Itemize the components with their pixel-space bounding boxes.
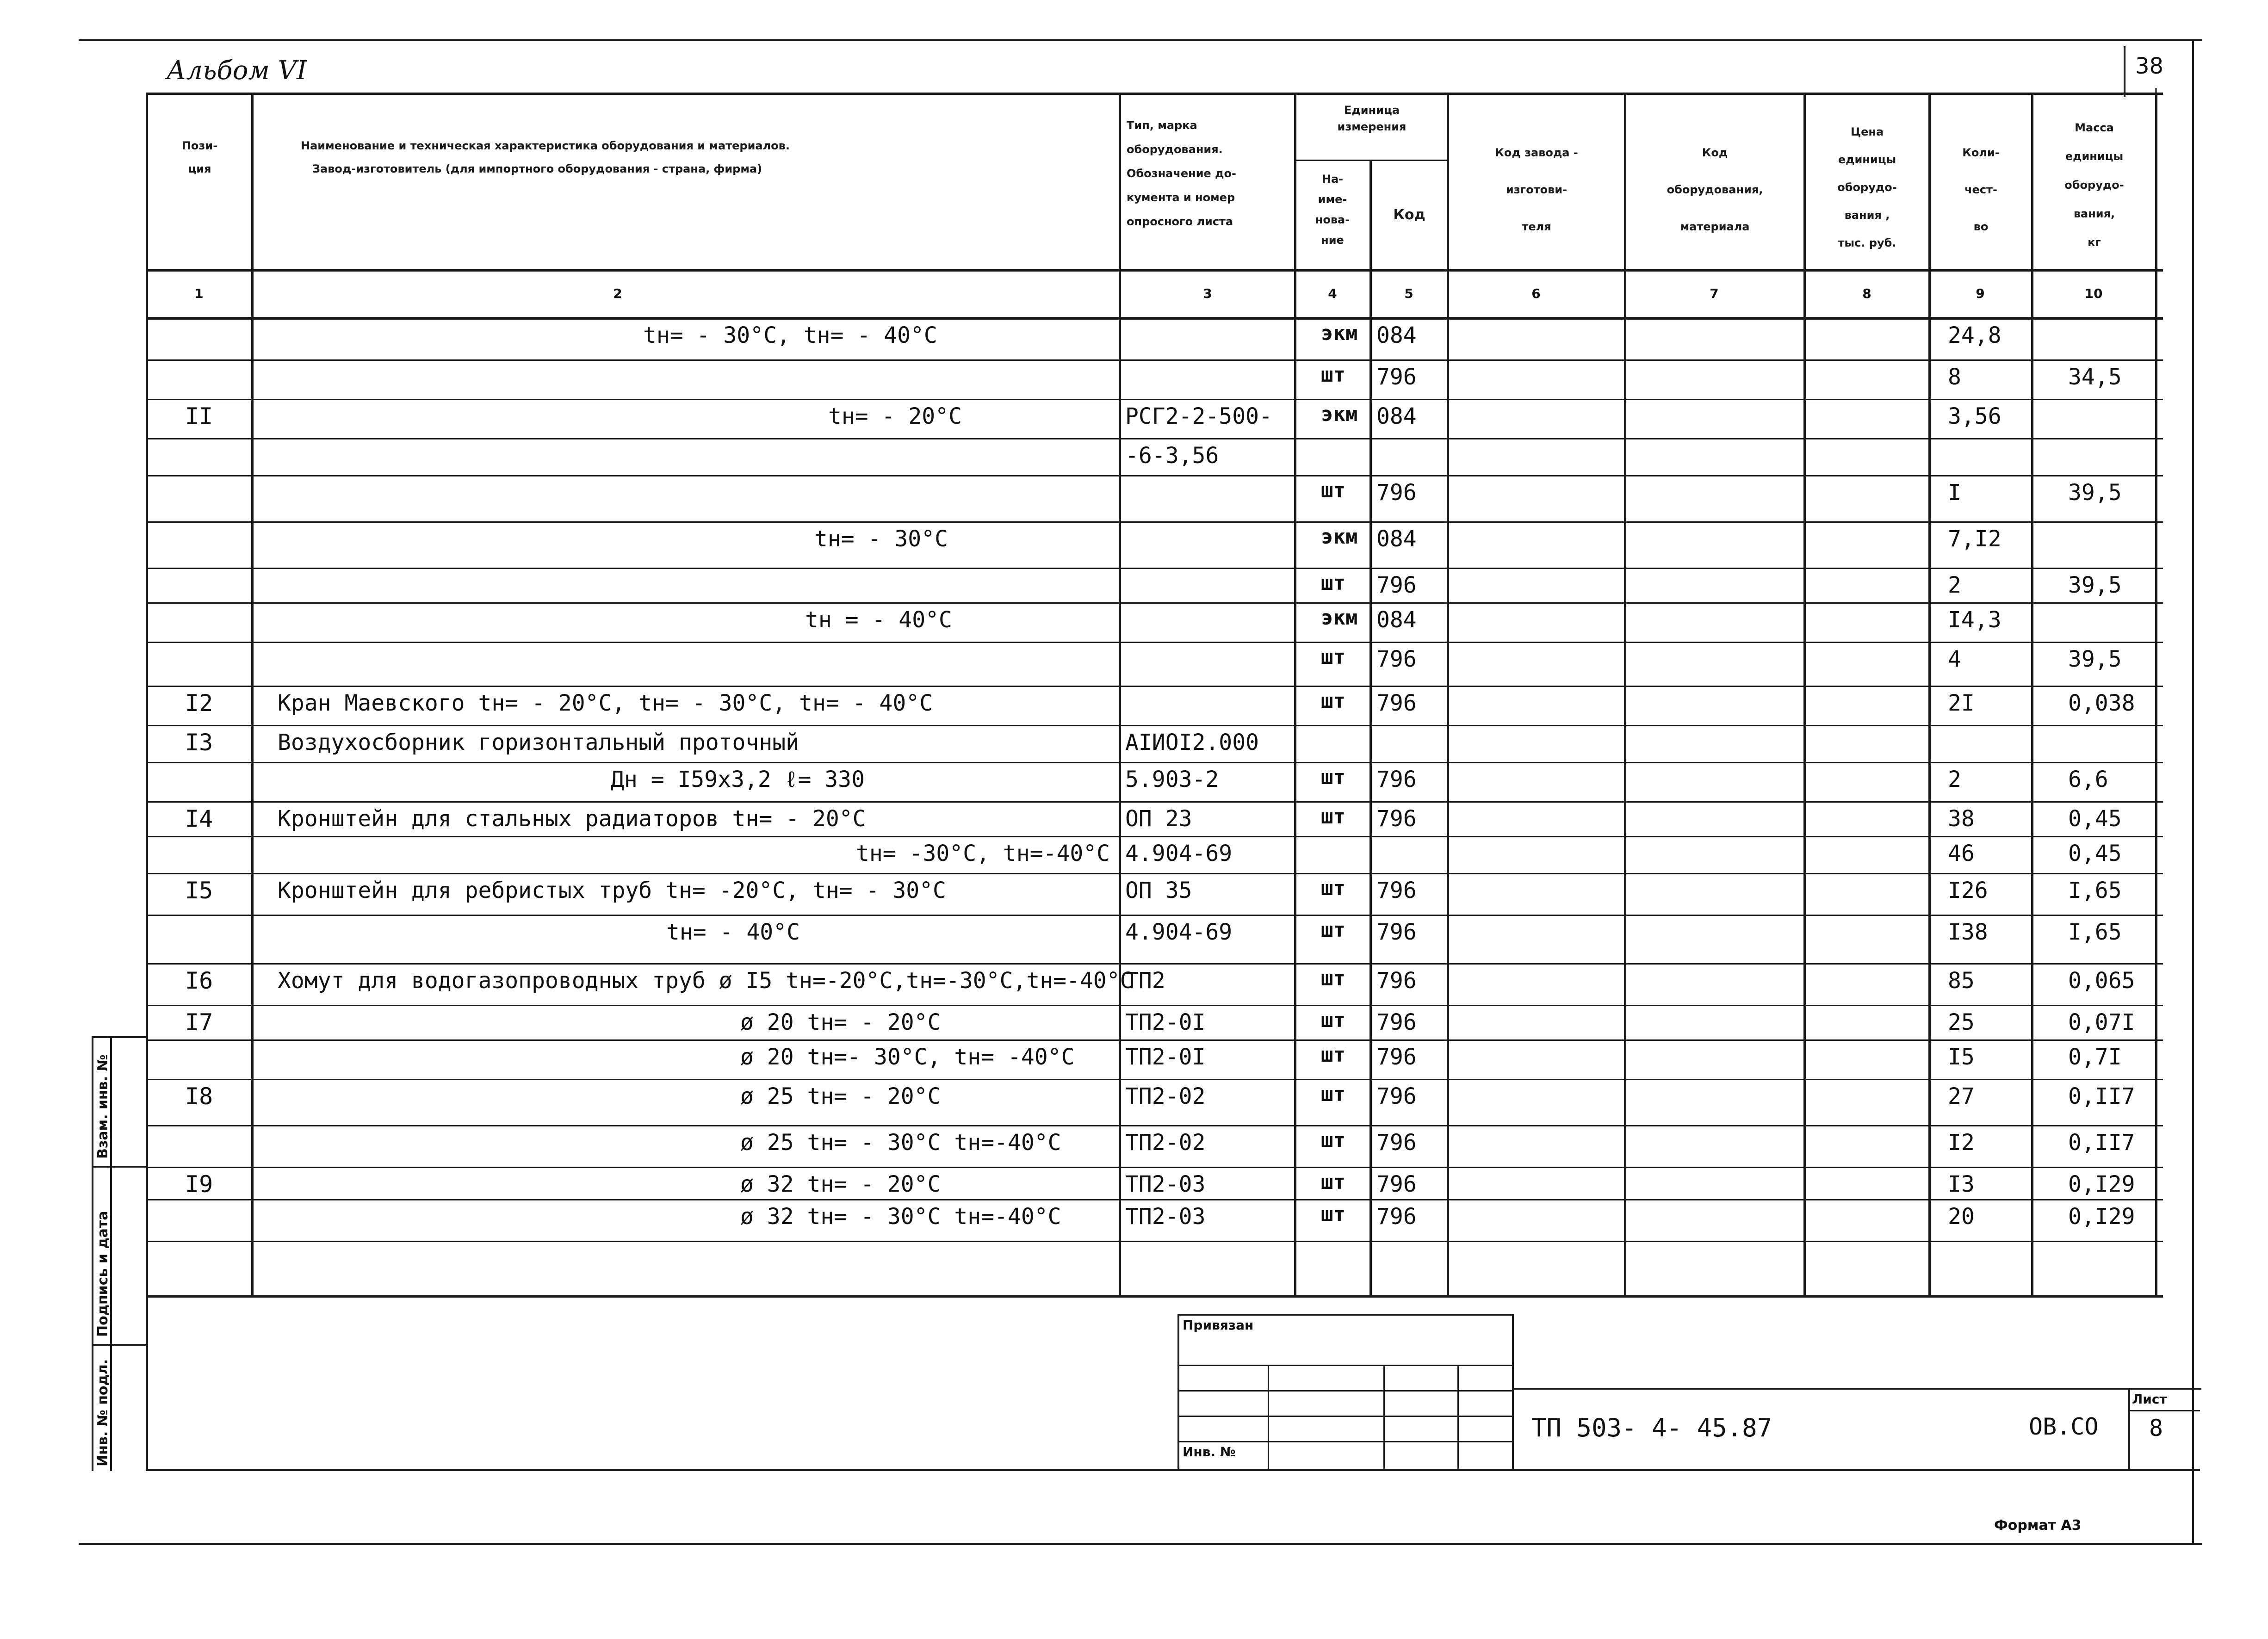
row-unit-code: 796	[1376, 968, 1417, 994]
privyazan-label: Привязан	[1183, 1317, 1254, 1333]
row-quantity: 20	[1948, 1204, 1975, 1230]
header-name: Наименование и техническая характеристика оборудования и материалов. Завод-изготовитель (для импортного оборудования - страна, фирма)	[301, 139, 790, 175]
row-divider	[146, 521, 2163, 523]
row-quantity: 85	[1948, 968, 1975, 994]
row-name: Хомут для водогазопроводных труб ø I5 tн=-20°C,tн=-30°C,tн=-40°C	[278, 968, 1134, 994]
row-quantity: 3,56	[1948, 403, 2002, 429]
row-quantity: I5	[1948, 1044, 1975, 1070]
row-unit: шт	[1321, 1043, 1345, 1067]
row-unit-code: 084	[1376, 322, 1417, 348]
header-price: Цена единицы оборудо- вания , тыс. руб.	[1837, 125, 1897, 249]
row-mass: 0,7I	[2068, 1044, 2122, 1070]
row-unit: экм	[1321, 322, 1358, 345]
row-unit: шт	[1321, 689, 1345, 713]
row-mass: 0,I29	[2068, 1171, 2135, 1197]
row-position: I8	[185, 1083, 213, 1110]
column-number: 1	[194, 286, 204, 301]
row-type: ТП2-0I	[1125, 1009, 1206, 1035]
column-number: 8	[1862, 286, 1871, 301]
list-label: Лист	[2132, 1392, 2167, 1407]
row-unit: шт	[1321, 1203, 1345, 1226]
row-unit-code: 084	[1376, 526, 1417, 552]
row-name: tн= - 40°C	[666, 919, 800, 945]
row-unit-code: 796	[1376, 364, 1417, 390]
row-type: -6-3,56	[1125, 443, 1219, 469]
row-unit-code: 796	[1376, 1130, 1417, 1156]
row-mass: 39,5	[2068, 480, 2122, 506]
row-unit-code: 796	[1376, 690, 1417, 716]
row-mass: 34,5	[2068, 364, 2122, 390]
row-mass: 0,45	[2068, 841, 2122, 866]
row-mass: 0,45	[2068, 806, 2122, 832]
row-divider	[146, 1199, 2163, 1200]
row-type: ОП 35	[1125, 878, 1192, 903]
row-position: I2	[185, 690, 213, 717]
row-quantity: I	[1948, 480, 1961, 506]
row-divider	[146, 801, 2163, 803]
row-type: ОП 23	[1125, 806, 1192, 832]
row-divider	[146, 725, 2163, 726]
row-divider	[146, 686, 2163, 687]
row-name: Кронштейн для ребристых труб tн= -20°C, tн= - 30°C	[278, 878, 946, 903]
row-unit: шт	[1321, 1170, 1345, 1194]
row-mass: 0,038	[2068, 690, 2135, 716]
column-number: 10	[2084, 286, 2103, 301]
header-unit-name: На- име- нова- ние	[1315, 173, 1350, 247]
row-unit: шт	[1321, 877, 1345, 900]
album-label: Альбом VI	[167, 56, 307, 86]
row-unit-code: 796	[1376, 1009, 1417, 1035]
row-quantity: 46	[1948, 841, 1975, 866]
row-name: ø 32 tн= - 20°C	[740, 1171, 941, 1197]
page-number: 38	[2135, 53, 2164, 79]
row-unit-code: 796	[1376, 1044, 1417, 1070]
row-unit-code: 796	[1376, 919, 1417, 945]
column-number: 4	[1328, 286, 1337, 301]
inv-no-label: Инв. №	[1183, 1444, 1236, 1460]
row-name: tн= - 20°C	[828, 403, 962, 429]
row-quantity: I4,3	[1948, 607, 2002, 633]
row-unit: шт	[1321, 766, 1345, 789]
row-divider	[146, 762, 2163, 763]
row-name: tн= - 30°C	[814, 526, 948, 552]
row-unit-code: 796	[1376, 767, 1417, 792]
row-type: 4.904-69	[1125, 841, 1233, 866]
header-position: Пози- ция	[181, 139, 218, 175]
row-unit-code: 796	[1376, 646, 1417, 672]
row-unit-code: 796	[1376, 572, 1417, 598]
row-position: I3	[185, 729, 213, 756]
row-type: ТП2-0I	[1125, 1044, 1206, 1070]
column-number: 5	[1404, 286, 1413, 301]
header-unit-code: Код	[1393, 207, 1425, 223]
row-divider	[146, 438, 2163, 439]
row-name: tн= -30°C, tн=-40°C	[856, 841, 1110, 866]
row-quantity: 2I	[1948, 690, 1975, 716]
row-position: II	[185, 403, 213, 430]
row-quantity: I2	[1948, 1130, 1975, 1156]
row-mass: 6,6	[2068, 767, 2108, 792]
row-mass: 0,I29	[2068, 1204, 2135, 1230]
row-name: Кронштейн для стальных радиаторов tн= - 20°C	[278, 806, 866, 832]
header-unit: Единица измерения	[1337, 104, 1407, 133]
row-mass: I,65	[2068, 919, 2122, 945]
row-name: tн = - 40°C	[805, 607, 952, 633]
row-name: ø 25 tн= - 30°C tн=-40°C	[740, 1130, 1061, 1156]
row-divider	[146, 1079, 2163, 1080]
header-equipment-code: Код оборудования, материала	[1667, 146, 1763, 233]
row-quantity: 8	[1948, 364, 1961, 390]
row-name: tн= - 30°C, tн= - 40°C	[643, 322, 937, 348]
header-mass: Масса единицы оборудо- вания, кг	[2064, 121, 2124, 249]
row-mass: 0,II7	[2068, 1130, 2135, 1156]
row-quantity: 27	[1948, 1083, 1975, 1109]
row-type: РСГ2-2-500-	[1125, 403, 1272, 429]
side-label-podpis: Подпись и дата	[95, 1211, 111, 1337]
document-code: ТП 503- 4- 45.87	[1531, 1413, 1772, 1442]
row-quantity: 2	[1948, 767, 1961, 792]
row-name: Воздухосборник горизонтальный проточный	[278, 730, 799, 755]
row-quantity: 4	[1948, 646, 1961, 672]
row-quantity: 24,8	[1948, 322, 2002, 348]
row-mass: 0,065	[2068, 968, 2135, 994]
row-unit: экм	[1321, 402, 1358, 426]
row-divider	[146, 399, 2163, 400]
row-unit: шт	[1321, 1129, 1345, 1152]
row-quantity: 2	[1948, 572, 1961, 598]
row-unit: шт	[1321, 363, 1345, 387]
header-type: Тип, марка оборудования. Обозначение до- кумента и номер опросного листа	[1127, 119, 1236, 228]
row-unit: шт	[1321, 918, 1345, 942]
header-factory-code: Код завода - изготови- теля	[1495, 146, 1578, 233]
column-number: 2	[613, 286, 622, 301]
row-divider	[146, 642, 2163, 643]
row-unit: экм	[1321, 606, 1358, 630]
row-name: ø 32 tн= - 30°C tн=-40°C	[740, 1204, 1061, 1230]
row-unit: шт	[1321, 645, 1345, 669]
row-divider	[146, 359, 2163, 361]
row-unit-code: 796	[1376, 806, 1417, 832]
row-divider	[146, 836, 2163, 837]
row-mass: 39,5	[2068, 572, 2122, 598]
row-position: I4	[185, 805, 213, 832]
row-type: ТП2-02	[1125, 1130, 1206, 1156]
format-label: Формат А3	[1994, 1517, 2082, 1534]
row-name: ø 25 tн= - 20°C	[740, 1083, 941, 1109]
row-mass: 0,II7	[2068, 1083, 2135, 1109]
row-type: АIИОI2.000	[1125, 730, 1259, 755]
row-quantity: 25	[1948, 1009, 1975, 1035]
row-position: I9	[185, 1171, 213, 1198]
row-unit: шт	[1321, 1008, 1345, 1032]
row-quantity: I26	[1948, 878, 1988, 903]
row-divider	[146, 1125, 2163, 1126]
side-label-inv: Инв. № подл.	[95, 1359, 111, 1466]
row-unit-code: 084	[1376, 403, 1417, 429]
row-quantity: 7,I2	[1948, 526, 2002, 552]
row-unit: шт	[1321, 571, 1345, 595]
row-divider	[146, 915, 2163, 916]
row-position: I7	[185, 1009, 213, 1036]
row-unit: экм	[1321, 525, 1358, 549]
row-type: 4.904-69	[1125, 919, 1233, 945]
row-divider	[146, 1039, 2163, 1041]
row-mass: 39,5	[2068, 646, 2122, 672]
row-name: Дн = I59x3,2 ℓ= 330	[611, 767, 865, 792]
row-divider	[146, 568, 2163, 569]
row-type: ТП2-03	[1125, 1171, 1206, 1197]
row-unit: шт	[1321, 479, 1345, 502]
row-name: ø 20 tн=- 30°C, tн= -40°C	[740, 1044, 1075, 1070]
row-divider	[146, 602, 2163, 604]
row-type: ТП2	[1125, 968, 1165, 994]
row-quantity: I38	[1948, 919, 1988, 945]
row-quantity: I3	[1948, 1171, 1975, 1197]
row-divider	[146, 475, 2163, 476]
row-unit-code: 796	[1376, 1204, 1417, 1230]
list-number: 8	[2149, 1415, 2163, 1441]
column-number: 3	[1203, 286, 1212, 301]
row-divider	[146, 1241, 2163, 1242]
column-number: 6	[1531, 286, 1541, 301]
row-divider	[146, 1167, 2163, 1168]
row-type: 5.903-2	[1125, 767, 1219, 792]
row-unit-code: 796	[1376, 480, 1417, 506]
row-mass: I,65	[2068, 878, 2122, 903]
row-unit-code: 796	[1376, 1171, 1417, 1197]
row-position: I5	[185, 877, 213, 904]
row-unit: шт	[1321, 1082, 1345, 1106]
row-position: I6	[185, 967, 213, 994]
row-unit-code: 796	[1376, 1083, 1417, 1109]
column-number: 9	[1976, 286, 1985, 301]
column-number: 7	[1710, 286, 1719, 301]
row-quantity: 38	[1948, 806, 1975, 832]
row-divider	[146, 963, 2163, 965]
header-quantity: Коли- чест- во	[1962, 146, 2000, 233]
row-type: ТП2-03	[1125, 1204, 1206, 1230]
row-type: ТП2-02	[1125, 1083, 1206, 1109]
row-name: ø 20 tн= - 20°C	[740, 1009, 941, 1035]
row-name: Кран Маевского tн= - 20°C, tн= - 30°C, tн= - 40°C	[278, 690, 933, 716]
row-unit-code: 796	[1376, 878, 1417, 903]
row-mass: 0,07I	[2068, 1009, 2135, 1035]
row-unit: шт	[1321, 967, 1345, 990]
row-unit-code: 084	[1376, 607, 1417, 633]
row-unit: шт	[1321, 805, 1345, 829]
row-divider	[146, 1005, 2163, 1006]
side-label-vzam: Взам. инв. №	[95, 1054, 111, 1159]
document-mark: ОВ.СО	[2029, 1413, 2099, 1440]
row-divider	[146, 873, 2163, 874]
